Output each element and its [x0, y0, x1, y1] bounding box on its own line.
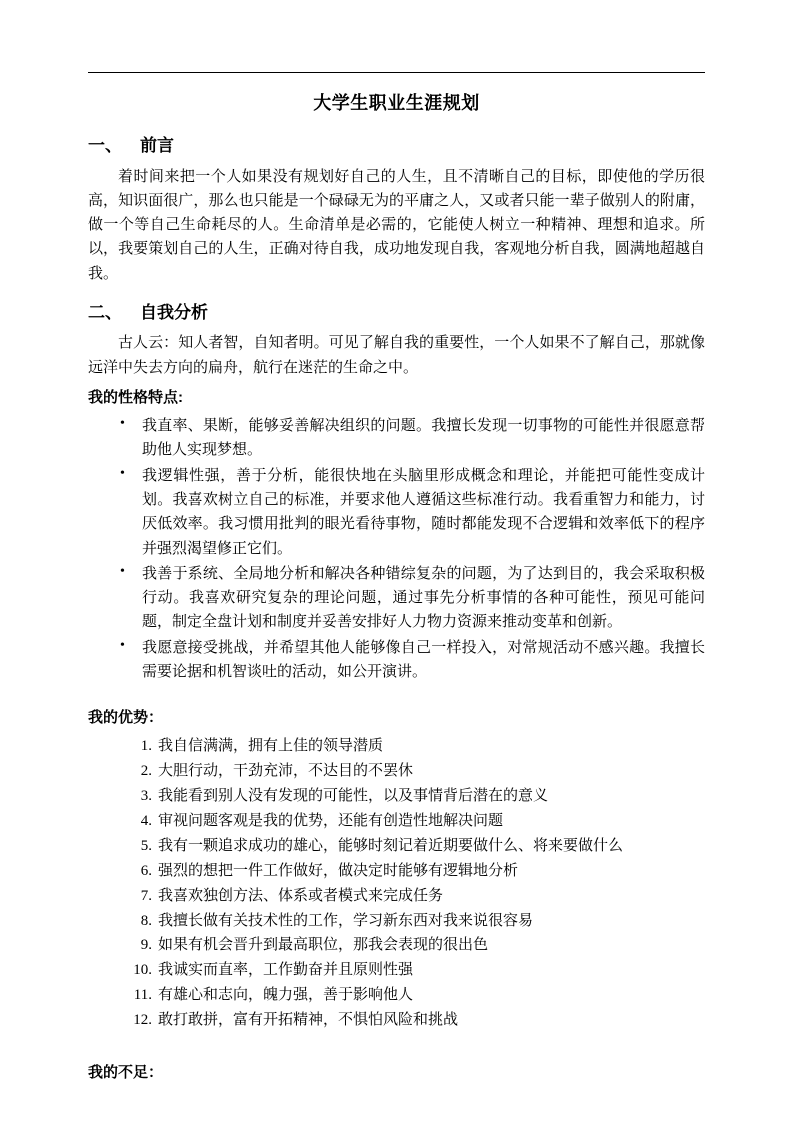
list-item: • 我善于系统、全局地分析和解决各种错综复杂的问题，为了达到目的，我会采取积极行动。我喜欢研究复杂的理论问题，通过事先分析事情的各种可能性，预见可能问题，制定全盘计划和制度并妥善安排好人力物力资源来推动变革和创新。	[88, 562, 705, 635]
list-item: 我能看到别人没有发现的可能性，以及事情背后潜在的意义	[158, 788, 549, 805]
list-item: 敢打敢拼，富有开拓精神，不惧怕风险和挑战	[158, 1012, 459, 1029]
list-item: • 我愿意接受挑战，并希望其他人能够像自己一样投入，对常规活动不感兴趣。我擅长需要论据和机智谈吐的活动，如公开演讲。	[88, 636, 705, 685]
spacer	[88, 1039, 705, 1055]
section-heading-preface	[88, 133, 705, 159]
spacer	[88, 690, 705, 700]
list-item: 我诚实而直率，工作勤奋并且原则性强	[158, 962, 414, 979]
section-number-2: 二、	[88, 302, 122, 322]
self-analysis-paragraph: 古人云：知人者智，自知者明。可见了解自我的重要性，一个人如果不了解自己，那就像远洋中失去方向的扁舟，航行在迷茫的生命之中。	[88, 335, 705, 376]
list-item: • 我逻辑性强，善于分析，能很快地在头脑里形成概念和理论，并能把可能性变成计划。我喜欢树立自己的标准，并要求他人遵循这些标准行动。我看重智力和能力，讨厌低效率。我习惯用批判的眼光看待事物，随时都能发现不合逻辑和效率低下的程序并强烈渴望修正它们。	[88, 464, 705, 561]
list-item: 审视问题客观是我的优势，还能有创造性地解决问题	[158, 813, 504, 830]
traits-list	[88, 414, 705, 684]
section-number-1: 一、	[88, 136, 122, 155]
list-item: 有雄心和志向，魄力强，善于影响他人	[158, 987, 414, 1004]
page-title: 大学生职业生涯规划	[313, 93, 480, 113]
strengths-label-colon: ：	[148, 709, 164, 727]
list-item: 如果有机会晋升到最高职位，那我会表现的很出色	[158, 937, 489, 954]
strengths-list	[88, 734, 705, 1033]
preface-paragraph: 着时间来把一个人如果没有规划好自己的人生，且不清晰自己的目标，即使他的学历很高，知识面很广，那么也只能是一个碌碌无为的平庸之人，又或者只能一辈子做别人的附庸，做一个等自己生命耗尽的人。生命清单是必需的，它能使人树立一种精神、理想和追求。所以，我要策划自己的人生，正确对待自我，成功地发现自我，客观地分析自我，圆满地超越自我。	[88, 168, 705, 282]
strengths-label	[88, 706, 705, 730]
list-item: 大胆行动，干劲充沛，不达目的不罢休	[158, 763, 414, 780]
list-item: 我自信满满，拥有上佳的领导潜质	[158, 738, 384, 755]
traits-label: 我的性格特点:	[88, 389, 183, 407]
list-item: 我有一颗追求成功的雄心，能够时刻记着近期要做什么、将来要做什么	[158, 837, 624, 854]
section-heading-self-analysis	[88, 300, 705, 326]
list-item: • 我直率、果断，能够妥善解决组织的问题。我擅长发现一切事物的可能性并很愿意帮助他人实现梦想。	[88, 414, 705, 463]
weakness-label: 我的不足：	[88, 1064, 164, 1082]
list-item: 强烈的想把一件工作做好，做决定时能够有逻辑地分析	[158, 862, 519, 879]
section-title-2: 自我分析	[140, 302, 208, 322]
section-title-1: 前言	[140, 136, 174, 155]
header-divider	[88, 72, 705, 73]
list-item: 我喜欢独创方法、体系或者模式来完成任务	[158, 887, 444, 904]
list-item: 我擅长做有关技术性的工作，学习新东西对我来说很容易	[158, 912, 534, 929]
strengths-label-text: 我的优势	[88, 709, 149, 727]
